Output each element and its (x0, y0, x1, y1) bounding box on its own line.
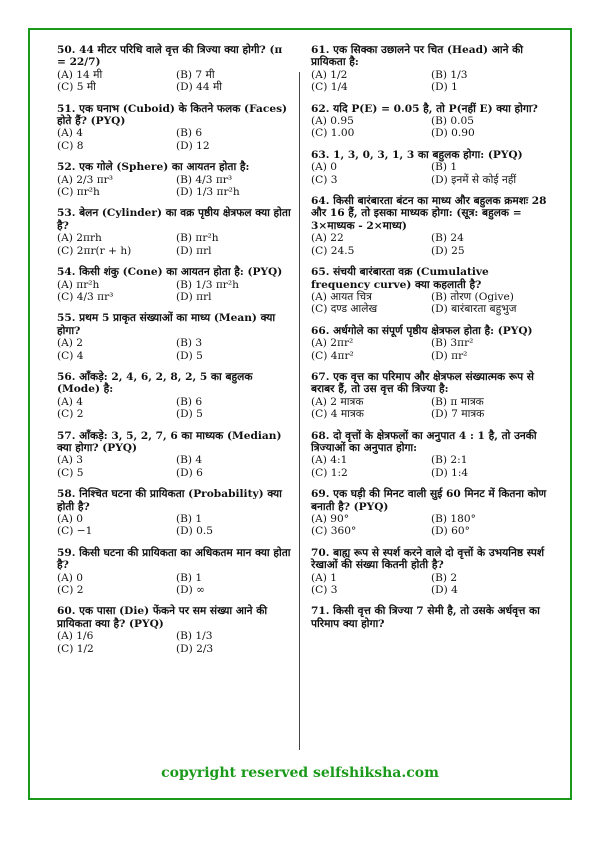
question-item (57, 161, 291, 198)
answer-option: (A) 4 (57, 395, 84, 408)
answer-option: (B) 6 (176, 395, 203, 408)
answer-option: (C) 2 (57, 408, 84, 421)
question-text: 57. आँकड़े: 3, 5, 2, 7, 6 का माध्यक (Median) क्या होगा? (PYQ) (57, 429, 282, 454)
question-item (57, 547, 291, 597)
option-grid (311, 513, 547, 538)
answer-option: (B) πr²h (176, 232, 219, 245)
option-grid (57, 396, 291, 421)
answer-option: (A) 1 (311, 571, 338, 584)
answer-option: (A) आयत चित्र (311, 290, 372, 303)
option-grid (57, 572, 291, 597)
answer-option: (D) 4 (431, 584, 458, 597)
answer-option: (D) 0.5 (176, 525, 213, 538)
answer-option: (B) 1 (176, 571, 203, 584)
answer-option: (D) 1 (431, 81, 458, 94)
question-item (57, 430, 291, 480)
question-item (57, 103, 291, 153)
question-item (311, 605, 547, 630)
answer-option: (A) 0 (311, 161, 338, 174)
question-text: 66. अर्धगोले का संपूर्ण पृष्ठीय क्षेत्रफल होता है: (PYQ) (311, 324, 533, 337)
answer-option: (B) π मात्रक (431, 395, 484, 408)
answer-option: (D) इनमें से कोई नहीं (431, 173, 517, 186)
answer-option: (A) 4:1 (311, 454, 348, 467)
question-item (311, 430, 547, 480)
answer-option: (B) 1 (431, 161, 458, 174)
question-item (311, 547, 547, 597)
right-column (311, 44, 547, 639)
answer-option: (B) 4 (176, 454, 203, 467)
option-grid (311, 337, 547, 362)
answer-option: (B) 3πr² (431, 337, 474, 350)
answer-option: (A) 0.95 (311, 115, 354, 128)
option-grid (57, 279, 291, 304)
answer-option: (A) 2/3 πr³ (57, 173, 113, 186)
question-item (311, 325, 547, 362)
question-item (311, 488, 547, 538)
answer-option: (C) 1/4 (311, 81, 348, 94)
question-text: 60. एक पासा (Die) फेंकने पर सम संख्या आने की प्रायिकता क्या है? (PYQ) (57, 605, 268, 630)
answer-option: (C) 3 (311, 584, 338, 597)
answer-option: (B) 7 मी (176, 68, 215, 81)
option-grid (311, 454, 547, 479)
answer-option: (B) 2:1 (431, 454, 468, 467)
answer-option: (D) 0.90 (431, 127, 475, 140)
answer-option: (B) 0.05 (431, 115, 475, 128)
option-grid (311, 291, 547, 316)
answer-option: (C) 5 मी (57, 81, 96, 94)
question-item (57, 605, 291, 655)
answer-option: (A) 1/2 (311, 68, 348, 81)
option-grid (311, 115, 547, 140)
answer-option: (A) 22 (311, 232, 344, 245)
question-item (57, 371, 291, 421)
question-text: 53. बेलन (Cylinder) का वक्र पृष्ठीय क्षेत्रफल क्या होता है? (57, 207, 291, 232)
answer-option: (B) 3 (176, 337, 203, 350)
question-text: 70. बाह्य रूप से स्पर्श करने वाले दो वृत्तों के उभयनिष्ठ स्पर्श रेखाओं की संख्या कितनी होती है? (311, 546, 545, 572)
answer-option: (D) 25 (431, 244, 465, 257)
answer-option: (D) 1:4 (431, 466, 469, 479)
question-item (57, 207, 291, 257)
answer-option: (B) 1/3 (431, 68, 468, 81)
answer-option: (D) 6 (176, 466, 203, 479)
question-item (311, 195, 547, 257)
question-text: 68. दो वृत्तों के क्षेत्रफलों का अनुपात 4 : 1 है, तो उनकी त्रिज्याओं का अनुपात होगा: (311, 429, 537, 454)
answer-option: (B) 1/3 (176, 630, 213, 643)
option-grid (57, 513, 291, 538)
option-grid (311, 572, 547, 597)
answer-option: (A) 2πrh (57, 232, 102, 245)
answer-option: (C) दण्ड आलेख (311, 303, 378, 316)
question-text: 58. निश्चित घटना की प्रायिकता (Probability) क्या होती है? (57, 488, 282, 513)
option-grid (57, 174, 291, 199)
question-text: 62. यदि P(E) = 0.05 है, तो P(नहीं E) क्या होगा? (311, 102, 538, 115)
option-grid (57, 337, 291, 362)
answer-option: (C) 2πr(r + h) (57, 244, 132, 257)
answer-option: (D) 2/3 (176, 642, 214, 655)
answer-option: (B) तोरण (Ogive) (431, 290, 514, 303)
question-item (311, 266, 547, 316)
answer-option: (D) 7 मात्रक (431, 408, 485, 421)
answer-option: (B) 1 (176, 513, 203, 525)
question-text: 56. आँकड़े: 2, 4, 6, 2, 8, 2, 5 का बहुलक (Mode) है: (57, 370, 253, 396)
question-item (57, 266, 291, 303)
question-text: 61. एक सिक्का उछालने पर चित (Head) आने की प्रायिकता है: (311, 44, 524, 69)
option-grid (57, 630, 291, 655)
answer-option: (A) πr²h (57, 278, 100, 291)
answer-option: (A) 4 (57, 127, 84, 140)
question-item (57, 488, 291, 538)
question-item (311, 371, 547, 421)
answer-option: (C) 1:2 (311, 466, 348, 479)
answer-option: (C) 4πr² (311, 349, 354, 362)
answer-option: (B) 2 (431, 571, 458, 584)
answer-option: (C) 4/3 πr³ (57, 290, 114, 303)
answer-option: (B) 6 (176, 127, 203, 140)
option-grid (57, 127, 291, 152)
answer-option: (C) 24.5 (311, 244, 355, 257)
answer-option: (B) 24 (431, 232, 464, 245)
question-text: 54. किसी शंकु (Cone) का आयतन होता है: (PYQ) (57, 266, 283, 279)
answer-option: (A) 1/6 (57, 630, 94, 643)
question-text: 63. 1, 3, 0, 3, 1, 3 का बहुलक होगा: (PYQ) (311, 148, 523, 161)
option-grid (311, 232, 547, 257)
copyright-footer: copyright reserved selfshiksha.com (161, 765, 439, 781)
option-grid (57, 69, 291, 94)
answer-option: (D) 12 (176, 139, 210, 152)
question-item (311, 44, 547, 94)
answer-option: (A) 2 (57, 337, 84, 350)
answer-option: (D) πrl (176, 290, 212, 303)
question-text: 52. एक गोले (Sphere) का आयतन होता है: (57, 161, 250, 174)
answer-option: (D) ∞ (176, 584, 205, 597)
answer-option: (D) 5 (176, 349, 203, 362)
answer-option: (B) 180° (431, 513, 476, 525)
left-column (57, 44, 291, 664)
question-text: 69. एक घड़ी की मिनट वाली सुई 60 मिनट में कितना कोण बनाती है? (PYQ) (311, 488, 547, 513)
question-text: 64. किसी बारंबारता बंटन का माध्य और बहुलक क्रमशः 28 और 16 हैं, तो इसका माध्यक होगा: (सूत्र: बहुलक = 3×माध्यक - 2×माध्य) (311, 195, 547, 232)
answer-option: (A) 3 (57, 454, 84, 467)
answer-option: (C) 4 (57, 349, 84, 362)
answer-option: (D) πrl (176, 244, 212, 257)
option-grid (57, 232, 291, 257)
answer-option: (B) 1/3 πr²h (176, 278, 239, 291)
question-text: 71. किसी वृत्त की त्रिज्या 7 सेमी है, तो उसके अर्धवृत्त का परिमाप क्या होगा? (311, 605, 540, 630)
answer-option: (B) 4/3 πr³ (176, 173, 233, 186)
question-item (311, 149, 547, 186)
question-item (57, 312, 291, 362)
question-text: 50. 44 मीटर परिधि वाले वृत्त की त्रिज्या क्या होगी? (π = 22/7) (57, 44, 283, 69)
answer-option: (D) 5 (176, 408, 203, 421)
answer-option: (D) 1/3 πr²h (176, 186, 240, 199)
option-grid (57, 454, 291, 479)
option-grid (311, 161, 547, 186)
answer-option: (C) 1.00 (311, 127, 355, 140)
question-item (311, 103, 547, 140)
question-text: 55. प्रथम 5 प्राकृत संख्याओं का माध्य (Mean) क्या होगा? (57, 312, 276, 337)
answer-option: (C) 5 (57, 466, 84, 479)
answer-option: (A) 90° (311, 513, 350, 525)
column-divider (299, 72, 300, 750)
answer-option: (C) πr²h (57, 186, 100, 199)
question-item (57, 44, 291, 94)
answer-option: (C) 8 (57, 139, 84, 152)
question-text: 65. संचयी बारंबारता वक्र (Cumulative frequency curve) क्या कहलाती है? (311, 266, 489, 291)
answer-option: (D) बारंबारता बहुभुज (431, 303, 517, 316)
answer-option: (A) 0 (57, 571, 84, 584)
answer-option: (A) 14 मी (57, 68, 103, 81)
answer-option: (D) πr² (431, 349, 468, 362)
option-grid (311, 69, 547, 94)
answer-option: (A) 2 मात्रक (311, 395, 364, 408)
answer-option: (C) 3 (311, 173, 338, 186)
answer-option: (D) 60° (431, 525, 470, 538)
answer-option: (C) −1 (57, 525, 93, 538)
answer-option: (C) 360° (311, 525, 357, 538)
question-text: 51. एक घनाभ (Cuboid) के कितने फलक (Faces) होते हैं? (PYQ) (57, 102, 288, 128)
question-text: 67. एक वृत्त का परिमाप और क्षेत्रफल संख्यात्मक रूप से बराबर हैं, तो उस वृत्त की त्रिज्या है: (311, 370, 534, 396)
answer-option: (A) 0 (57, 513, 84, 525)
answer-option: (C) 2 (57, 584, 84, 597)
answer-option: (C) 4 मात्रक (311, 408, 364, 421)
answer-option: (D) 44 मी (176, 81, 223, 94)
answer-option: (C) 1/2 (57, 642, 94, 655)
question-text: 59. किसी घटना की प्रायिकता का अधिकतम मान क्या होता है? (57, 546, 291, 572)
answer-option: (A) 2πr² (311, 337, 354, 350)
option-grid (311, 396, 547, 421)
